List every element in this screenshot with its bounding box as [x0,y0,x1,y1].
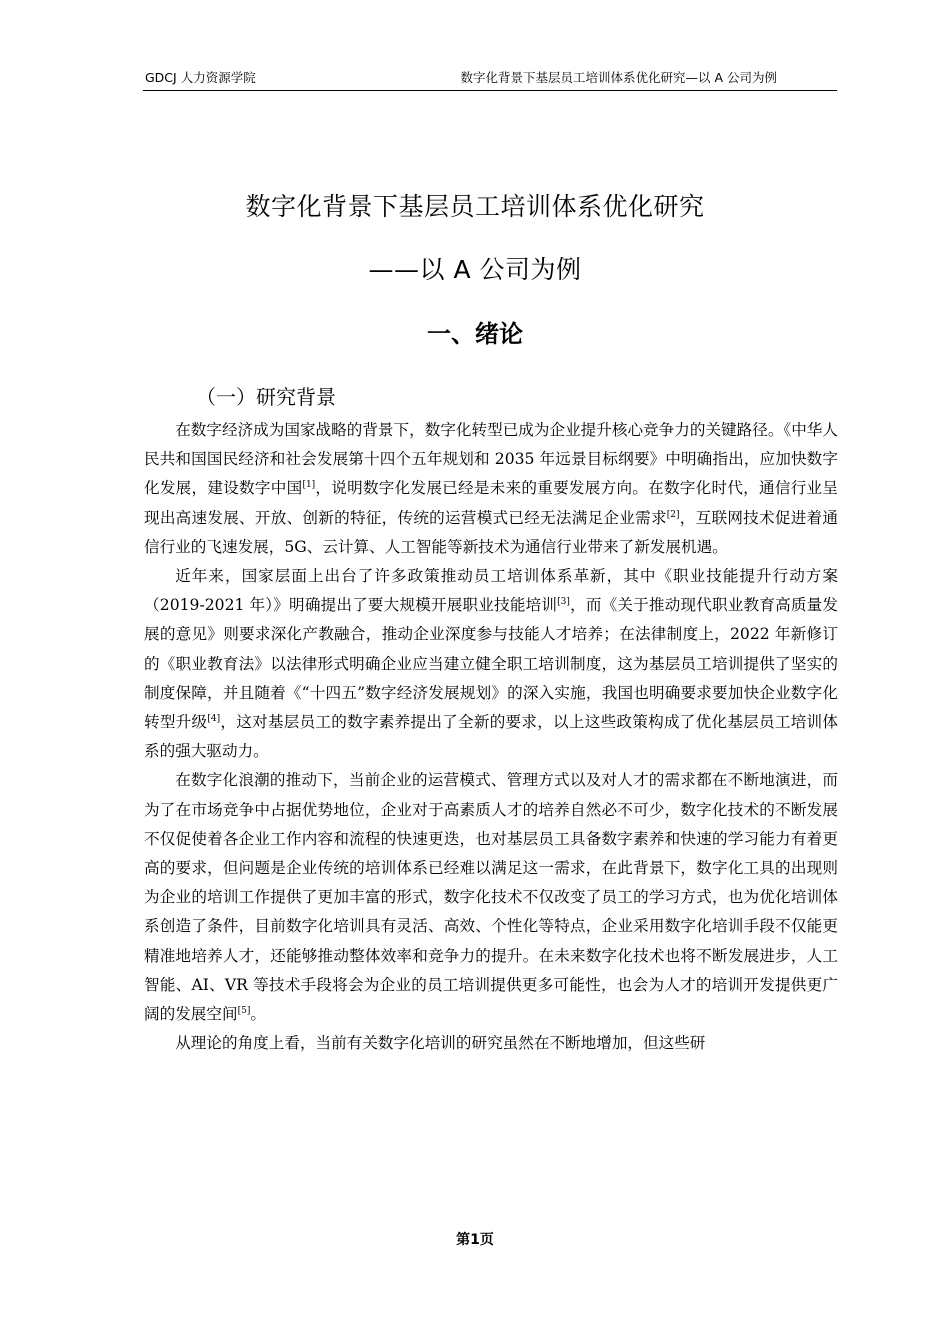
citation-2: [2] [666,509,680,520]
paragraph-1 [144,416,838,562]
page-number: 第1页 [456,1232,494,1248]
citation-5: [5] [237,1005,251,1016]
paragraph-1-text-b: ，说明数字化发展已经是未来的重要发展方向。在数字化时代，通信行业呈现出高速发展、开放、创新的特征，传统的运营模式已经无法满足企业需求 [144,479,838,527]
chapter-heading: 一、绪论 [427,320,523,348]
paragraph-2-text-b: ，而《关于推动现代职业教育高质量发展的意见》则要求深化产教融合，推动企业深度参与技能人才培养；在法律制度上，2022 年新修订的《职业教育法》以法律形式明确企业应当建立健全职工培训制度，这为基层员工培训提供了坚实的制度保障，并且随着《“十四五”数字经济发展规划》的深入实施，我国也明确要求要加快企业数字化转型升级 [144,596,838,732]
paragraph-3-text-b: 。 [250,1005,266,1024]
paragraph-1-text-a: 在数字经济成为国家战略的背景下，数字化转型已成为企业提升核心竞争力的关键路径。《中华人民共和国国民经济和社会发展第十四个五年规划和 2035 年远景目标纲要》中明确指出，应加快数字化发展，建设数字中国 [144,421,838,498]
running-header [143,68,837,91]
paragraph-2 [144,562,838,766]
paragraph-3 [144,766,838,1029]
paragraph-2-text-a: 近年来，国家层面上出台了许多政策推动员工培训体系革新，其中《职业技能提升行动方案（2019-2021 年）》明确提出了要大规模开展职业技能培训 [144,567,838,615]
body-text [144,416,838,1058]
paragraph-3-text-a: 在数字化浪潮的推动下，当前企业的运营模式、管理方式以及对人才的需求都在不断地演进，而为了在市场竞争中占据优势地位，企业对于高素质人才的培养自然必不可少，数字化技术的不断发展不仅促使着各企业工作内容和流程的快速更迭，也对基层员工具备数字素养和快速的学习能力有着更高的要求，但问题是企业传统的培训体系已经难以满足这一需求，在此背景下，数字化工具的出现则为企业的培训工作提供了更加丰富的形式，数字化技术不仅改变了员工的学习方式，也为优化培训体系创造了条件，目前数字化培训具有灵活、高效、个性化等特点，企业采用数字化培训手段不仅能更精准地培养人才，还能够推动整体效率和竞争力的提升。在未来数字化技术也将不断发展进步，人工智能、AI、VR 等技术手段将会为企业的员工培训提供更多可能性，也会为人才的培训开发提供更广阔的发展空间 [144,771,838,1024]
paper-subtitle: ——以 A 公司为例 [368,255,582,284]
paragraph-2-text-c: ，这对基层员工的数字素养提出了全新的要求，以上这些政策构成了优化基层员工培训体系的强大驱动力。 [144,713,838,761]
header-institution: GDCJ 人力资源学院 [145,70,256,85]
section-heading: （一）研究背景 [196,385,336,409]
header-paper-title: 数字化背景下基层员工培训体系优化研究—以 A 公司为例 [460,70,777,85]
citation-3: [3] [557,597,570,608]
paragraph-1-text-c: ，互联网技术促进着通信行业的飞速发展，5G、云计算、人工智能等新技术为通信行业带来了新发展机遇。 [144,508,838,556]
citation-1: [1] [302,480,316,491]
paragraph-4 [144,1029,838,1058]
paper-title: 数字化背景下基层员工培训体系优化研究 [245,192,705,221]
paragraph-4-text-a: 从理论的角度上看，当前有关数字化培训的研究虽然在不断地增加，但这些研 [175,1034,706,1053]
citation-4: [4] [207,713,221,724]
